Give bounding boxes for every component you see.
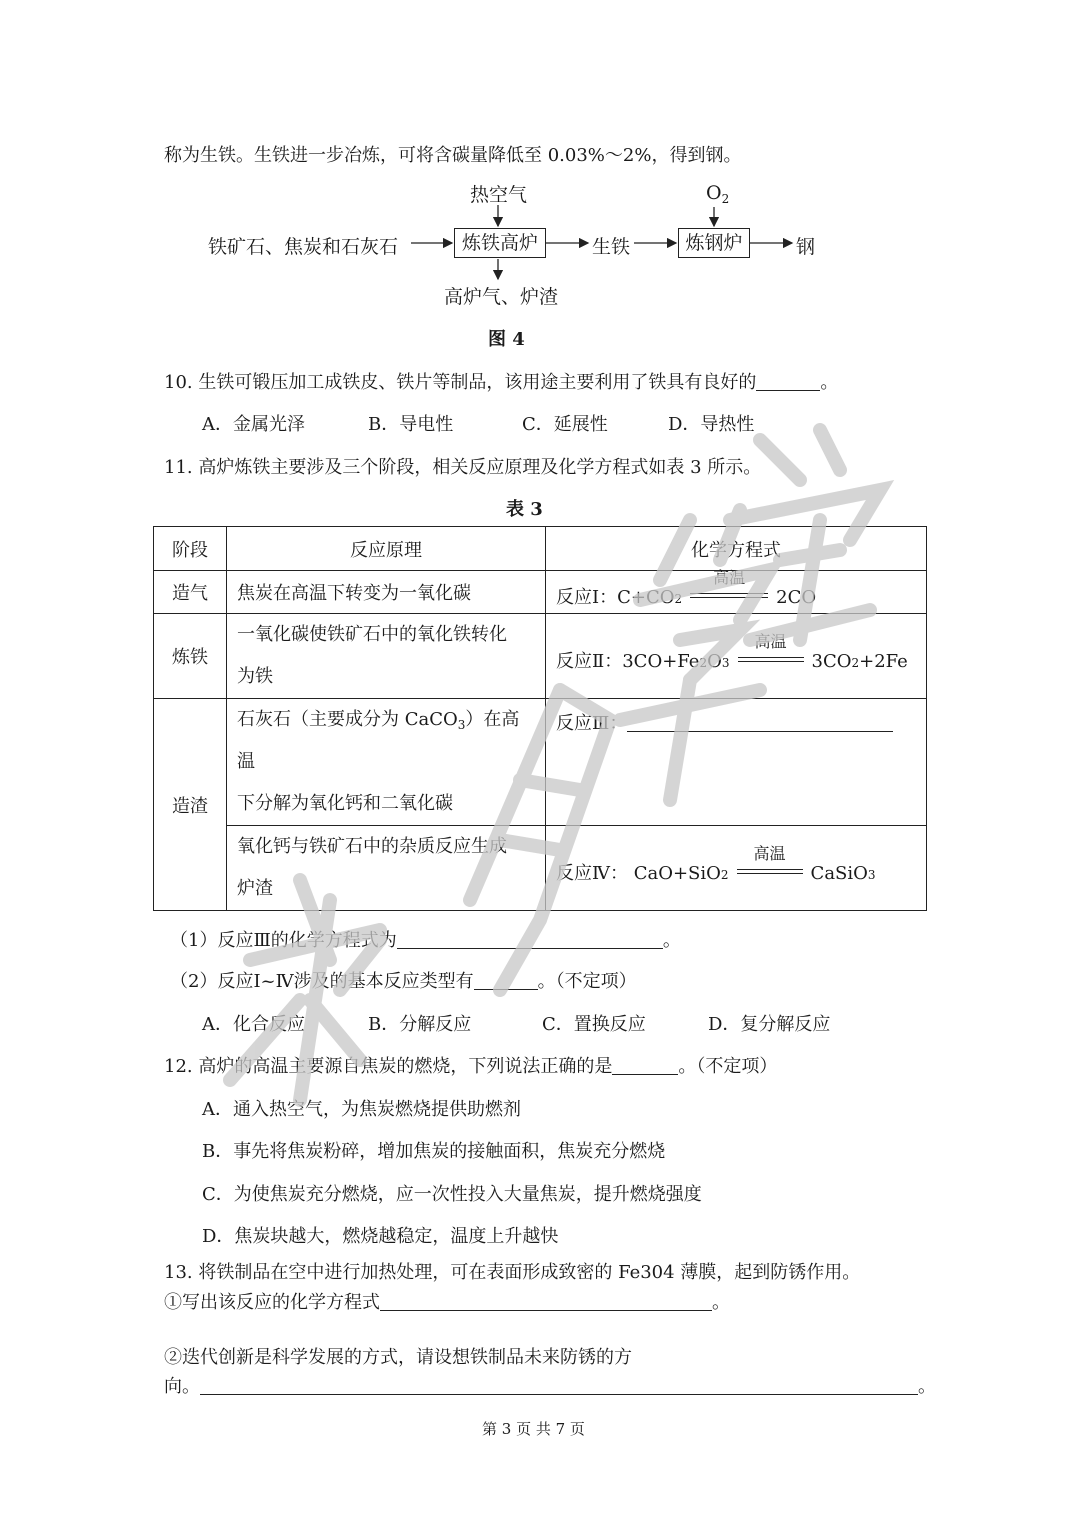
inputs-label: 铁矿石、焦炭和石灰石 bbox=[208, 236, 399, 258]
header-principle: 反应原理 bbox=[227, 527, 546, 571]
header-stage: 阶段 bbox=[154, 527, 227, 571]
flow-arrows bbox=[0, 0, 1080, 320]
q11-sub2-option-a: A．化合反应 bbox=[202, 1014, 305, 1035]
steel-label: 钢 bbox=[796, 236, 816, 258]
q12-option-b: B．事先将焦炭粉碎，增加焦炭的接触面积，焦炭充分燃烧 bbox=[202, 1141, 666, 1162]
table-row bbox=[154, 571, 927, 614]
equation-cell: 反应Ⅳ： CaO+SiO 2 高温 CaSiO 3 bbox=[546, 826, 927, 911]
equation-sign: 高温 bbox=[738, 649, 804, 667]
q10-option-a: A．金属光泽 bbox=[202, 414, 305, 435]
q12-option-d: D．焦炭块越大，燃烧越稳定，温度上升越快 bbox=[202, 1226, 559, 1247]
q10-option-b: B．导电性 bbox=[368, 414, 454, 435]
table-caption: 表 3 bbox=[506, 499, 543, 520]
equation-sign: 高温 bbox=[690, 585, 768, 603]
q13-part1: ①写出该反应的化学方程式 。 bbox=[164, 1292, 730, 1313]
equation-sign: 高温 bbox=[737, 861, 803, 879]
equation-cell: 反应Ⅰ： C+CO 2 高温 2CO bbox=[546, 571, 927, 614]
q11-stem: 11. 高炉炼铁主要涉及三个阶段，相关反应原理及化学方程式如表 3 所示。 bbox=[164, 457, 762, 478]
page-footer: 第 3 页 共 7 页 bbox=[482, 1420, 585, 1438]
blast-furnace-box: 炼铁高炉 bbox=[454, 228, 546, 258]
q13-part2-line2: 向。 。 bbox=[164, 1376, 936, 1397]
equation-cell: 反应Ⅱ： 3CO+Fe 2 O 3 高温 3CO 2 +2Fe bbox=[546, 614, 927, 699]
q10-answer-blank[interactable] bbox=[756, 372, 820, 391]
stage-cell: 炼铁 bbox=[154, 614, 227, 699]
reaction-table bbox=[153, 526, 927, 911]
o2-label: $O_2$ bbox=[706, 182, 730, 206]
byproducts-label: 高炉气、炉渣 bbox=[444, 286, 559, 308]
equation-cell: 反应Ⅲ： bbox=[546, 699, 927, 826]
q12-stem: 12. 高炉的高温主要源自焦炭的燃烧，下列说法正确的是 。（不定项） bbox=[164, 1056, 778, 1077]
q11-sub2-option-c: C．置换反应 bbox=[542, 1014, 646, 1035]
q11-sub2-option-b: B．分解反应 bbox=[368, 1014, 472, 1035]
q11-sub1: （1）反应Ⅲ的化学方程式为 。 bbox=[170, 930, 681, 951]
q12-option-a: A．通入热空气，为焦炭燃烧提供助燃剂 bbox=[202, 1099, 521, 1120]
principle-cell: 石灰石（主要成分为 CaCO$_3$）在高温 下分解为氧化钙和二氧化碳 bbox=[227, 699, 546, 826]
q13-part2-blank[interactable] bbox=[200, 1376, 918, 1395]
q12-option-c: C．为使焦炭充分燃烧，应一次性投入大量焦炭，提升燃烧强度 bbox=[202, 1184, 702, 1205]
q13-part2-line1: ②迭代创新是科学发展的方式，请设想铁制品未来防锈的方 bbox=[164, 1347, 632, 1368]
intro-line: 称为生铁。生铁进一步冶炼，可将含碳量降低至 0.03%～2%，得到钢。 bbox=[164, 145, 742, 166]
reaction-3-blank[interactable] bbox=[627, 713, 893, 732]
q12-answer-blank[interactable] bbox=[612, 1056, 678, 1075]
principle-cell: 一氧化碳使铁矿石中的氧化铁转化 为铁 bbox=[227, 614, 546, 699]
q11-sub2-option-d: D．复分解反应 bbox=[708, 1014, 831, 1035]
pig-iron-label: 生铁 bbox=[592, 236, 631, 258]
table-row bbox=[154, 614, 927, 699]
stage-cell: 造气 bbox=[154, 571, 227, 614]
hot-air-label: 热空气 bbox=[470, 184, 528, 206]
q13-part1-blank[interactable] bbox=[380, 1292, 712, 1311]
principle-cell: 氧化钙与铁矿石中的杂质反应生成 炉渣 bbox=[227, 826, 546, 911]
q11-sub2-blank[interactable] bbox=[474, 971, 538, 990]
q13-stem: 13. 将铁制品在空中进行加热处理，可在表面形成致密的 Fe304 薄膜，起到防锈作用。 bbox=[164, 1262, 861, 1283]
table-row bbox=[154, 826, 927, 911]
table-row bbox=[154, 699, 927, 826]
header-equation: 化学方程式 bbox=[546, 527, 927, 571]
q11-sub1-blank[interactable] bbox=[397, 930, 663, 949]
figure-caption: 图 4 bbox=[488, 329, 525, 350]
q11-sub2: （2）反应Ⅰ~Ⅳ涉及的基本反应类型有 。（不定项） bbox=[170, 971, 637, 992]
steel-furnace-box: 炼钢炉 bbox=[678, 228, 750, 258]
principle-cell: 焦炭在高温下转变为一氧化碳 bbox=[227, 571, 546, 614]
q10-stem: 10. 生铁可锻压加工成铁皮、铁片等制品，该用途主要利用了铁具有良好的 。 bbox=[164, 372, 839, 393]
q10-option-c: C．延展性 bbox=[522, 414, 608, 435]
table-header-row bbox=[154, 527, 927, 571]
stage-cell: 造渣 bbox=[154, 699, 227, 911]
q10-option-d: D．导热性 bbox=[668, 414, 755, 435]
